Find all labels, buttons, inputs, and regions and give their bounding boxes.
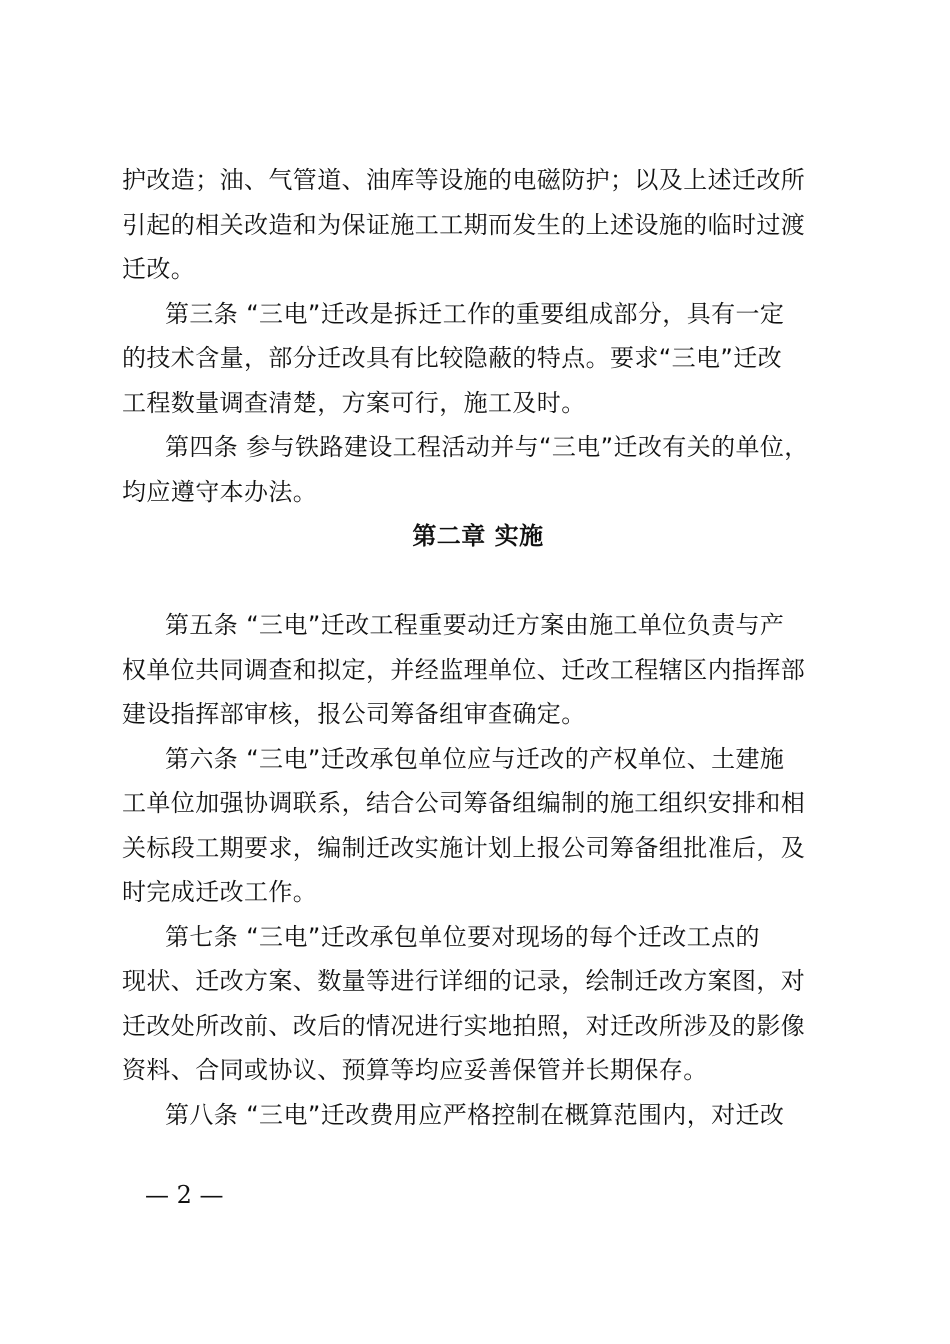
text-line: 建设指挥部审核，报公司筹备组审查确定。 bbox=[122, 700, 586, 728]
text-line: 工程数量调查清楚，方案可行，施工及时。 bbox=[122, 388, 586, 417]
paragraph-article-8 bbox=[122, 1093, 834, 1138]
text-line: 第八条 “三电”迁改费用应严格控制在概算范围内，对迁改 bbox=[165, 1100, 785, 1129]
text-line: 迁改处所改前、改后的情况进行实地拍照，对迁改所涉及的影像 bbox=[122, 1011, 806, 1040]
text-line: 第五条 “三电”迁改工程重要动迁方案由施工单位负责与产 bbox=[165, 611, 785, 639]
text-line: 工单位加强协调联系，结合公司筹备组编制的施工组织安排和相 bbox=[122, 789, 806, 817]
chapter-title: 第二章 实施 bbox=[412, 522, 544, 550]
paragraph-continuation bbox=[122, 158, 834, 292]
chapter-spacer bbox=[122, 559, 834, 604]
paragraph-article-5 bbox=[122, 603, 834, 737]
text-line: 第七条 “三电”迁改承包单位要对现场的每个迁改工点的 bbox=[165, 922, 760, 951]
text-line: 迁改。 bbox=[122, 255, 196, 283]
text-line: 关标段工期要求，编制迁改实施计划上报公司筹备组批准后，及 bbox=[122, 833, 806, 862]
text-line: 第三条 “三电”迁改是拆迁工作的重要组成部分，具有一定 bbox=[165, 299, 785, 328]
page-number: — 2 — bbox=[145, 1181, 224, 1209]
text-line: 权单位共同调查和拟定，并经监理单位、迁改工程辖区内指挥部 bbox=[122, 655, 806, 684]
paragraph-article-7 bbox=[122, 915, 834, 1093]
document-body bbox=[122, 158, 834, 1137]
paragraph-article-3 bbox=[122, 292, 834, 426]
text-line: 时完成迁改工作。 bbox=[122, 878, 318, 906]
text-line: 的技术含量，部分迁改具有比较隐蔽的特点。要求“三电”迁改 bbox=[122, 344, 783, 372]
text-line: 第六条 “三电”迁改承包单位应与迁改的产权单位、土建施 bbox=[165, 744, 785, 773]
text-line: 护改造；油、气管道、油库等设施的电磁防护；以及上述迁改所 bbox=[122, 166, 806, 194]
paragraph-article-6 bbox=[122, 737, 834, 915]
text-line: 现状、迁改方案、数量等进行详细的记录，绘制迁改方案图，对 bbox=[122, 967, 806, 995]
text-line: 资料、合同或协议、预算等均应妥善保管并长期保存。 bbox=[122, 1056, 708, 1084]
text-line: 均应遵守本办法。 bbox=[122, 477, 318, 506]
text-line: 引起的相关改造和为保证施工工期而发生的上述设施的临时过渡 bbox=[122, 210, 806, 239]
paragraph-article-4 bbox=[122, 425, 834, 514]
text-line: 第四条 参与铁路建设工程活动并与“三电”迁改有关的单位， bbox=[165, 433, 809, 461]
